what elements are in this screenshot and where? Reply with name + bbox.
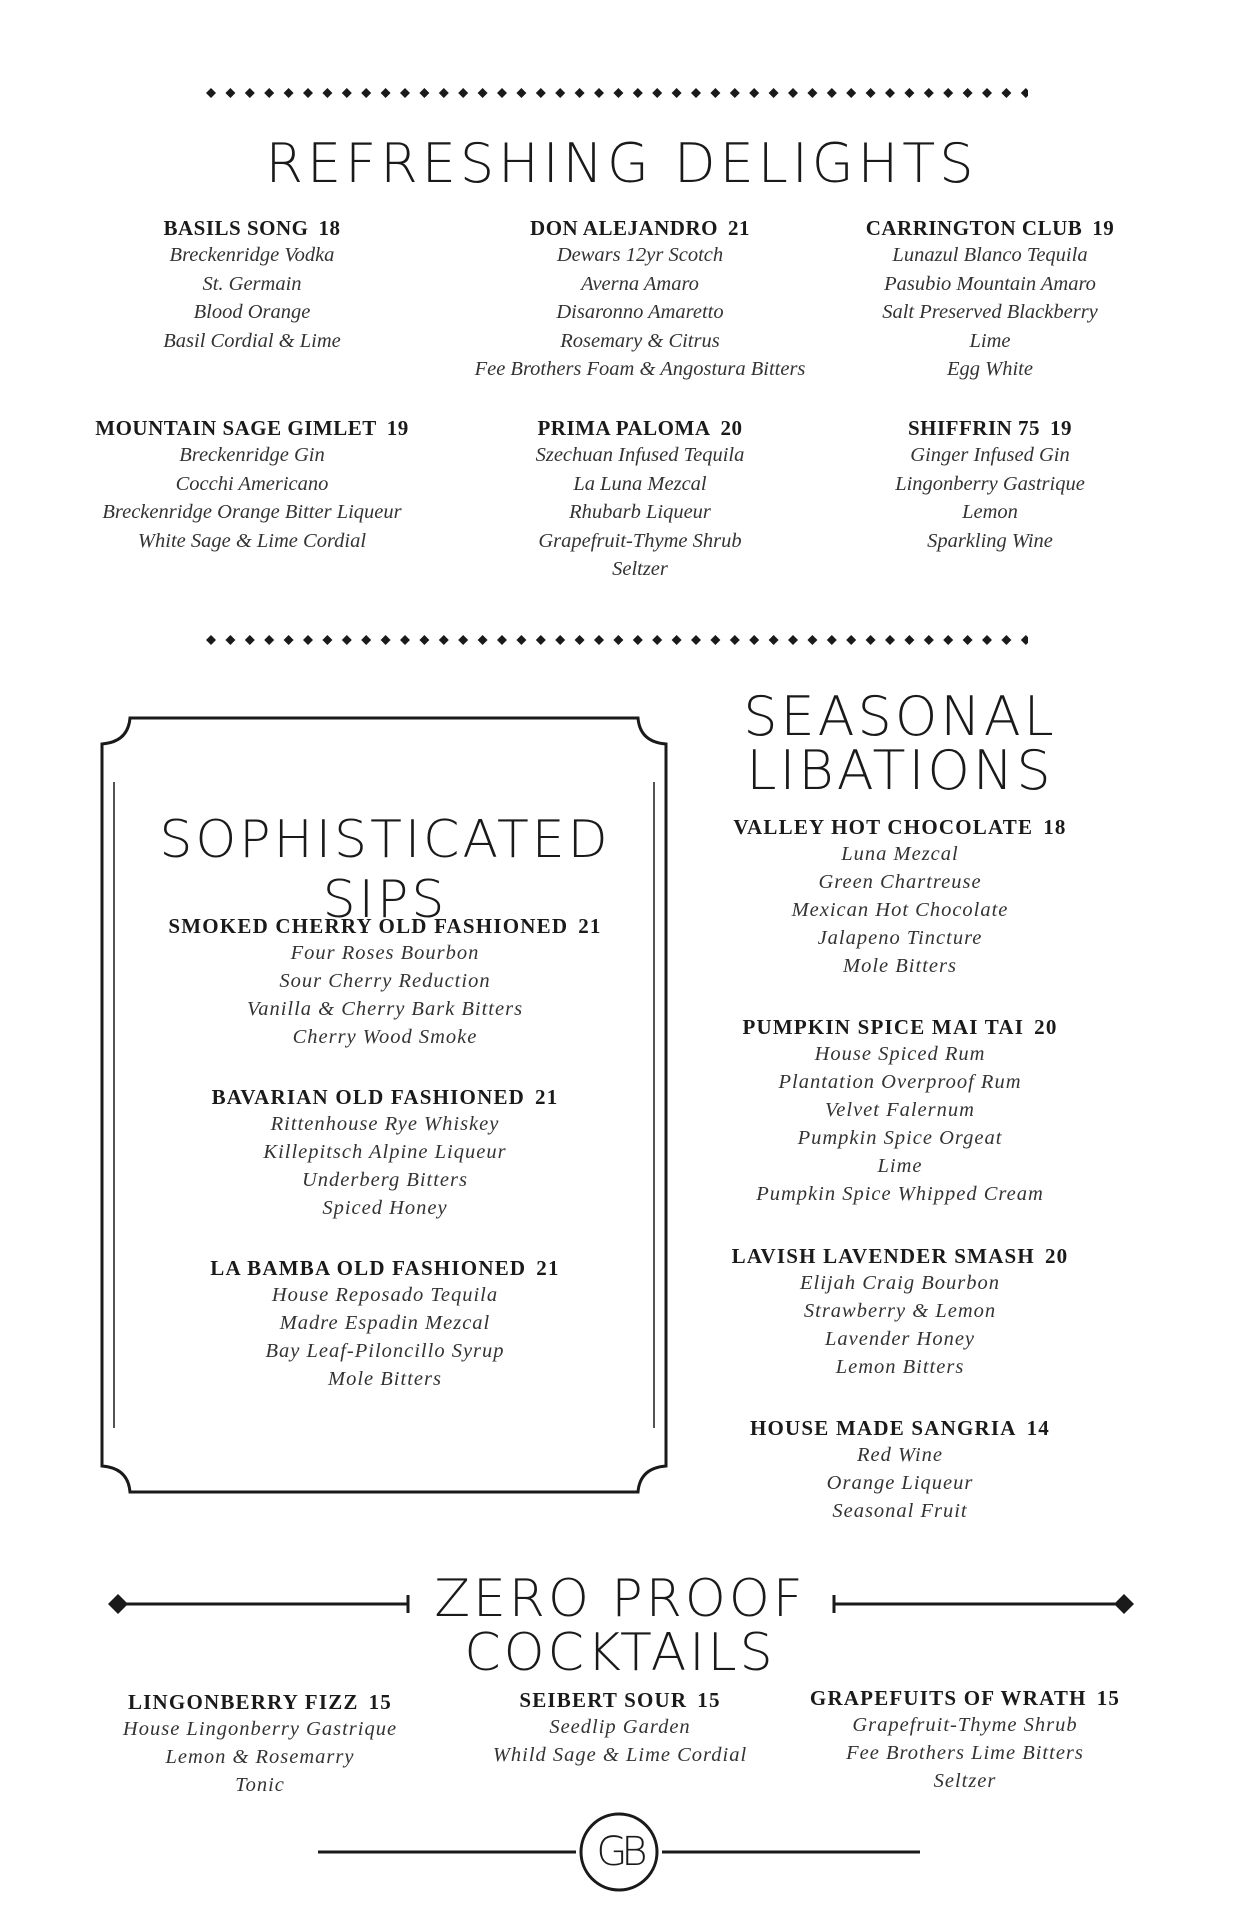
drink-name: CARRINGTON CLUB 19 xyxy=(865,216,1115,240)
ingredient: Salt Preserved Blackberry xyxy=(882,301,1098,323)
diamond-dot xyxy=(322,635,332,645)
drink-lavish-lavender-smash xyxy=(700,1244,1100,1381)
diamond-dot xyxy=(536,88,546,98)
diamond-dot xyxy=(807,88,817,98)
seasonal-heading-line2: LIBATIONS xyxy=(746,739,1054,802)
ingredient: Whild Sage & Lime Cordial xyxy=(492,1744,748,1766)
ingredient: Mole Bitters xyxy=(328,1368,442,1390)
ingredient: Pumpkin Spice Whipped Cream xyxy=(756,1183,1044,1205)
diamond-dot xyxy=(555,635,565,645)
diamond-dot xyxy=(1021,635,1028,645)
zero-proof-heading-line2: COCKTAILS xyxy=(464,1623,776,1683)
diamond-dot xyxy=(769,88,779,98)
diamond-dot xyxy=(1001,635,1011,645)
diamond-dot xyxy=(710,635,720,645)
drink-carrington-club xyxy=(840,216,1140,384)
ingredient: Cherry Wood Smoke xyxy=(292,1026,478,1048)
diamond-dot xyxy=(225,635,235,645)
diamond-dot xyxy=(516,635,526,645)
ingredient: Velvet Falernum xyxy=(825,1099,975,1121)
drink-name: PUMPKIN SPICE MAI TAI 20 xyxy=(742,1015,1058,1039)
diamond-dot xyxy=(982,635,992,645)
diamond-dot xyxy=(497,635,507,645)
ingredient: House Reposado Tequila xyxy=(271,1284,499,1306)
diamond-dot xyxy=(788,635,798,645)
diamond-dot xyxy=(691,88,701,98)
diamond-dot xyxy=(885,88,895,98)
diamond-dot xyxy=(613,88,623,98)
diamond-dot xyxy=(963,88,973,98)
drink-grapefuits-of-wrath xyxy=(800,1686,1130,1795)
diamond-dot xyxy=(594,635,604,645)
drink-house-made-sangria xyxy=(700,1416,1100,1525)
ingredient: Green Chartreuse xyxy=(818,871,982,893)
ingredient: House Spiced Rum xyxy=(814,1043,986,1065)
drink-name: PRIMA PALOMA 20 xyxy=(537,416,743,440)
diamond-dot xyxy=(555,88,565,98)
diamond-dot xyxy=(943,88,953,98)
diamond-dot xyxy=(594,88,604,98)
ingredient: Averna Amaro xyxy=(581,272,699,295)
ingredient: Jalapeno Tincture xyxy=(817,927,983,949)
ingredient: Rhubarb Liqueur xyxy=(569,501,711,523)
diamond-dot xyxy=(225,88,235,98)
diamond-dot xyxy=(419,635,429,645)
diamond-dot xyxy=(885,635,895,645)
ingredient: Plantation Overproof Rum xyxy=(778,1071,1022,1093)
ingredient: Lemon Bitters xyxy=(835,1356,965,1378)
ingredient: Ginger Infused Gin xyxy=(910,444,1070,466)
drink-name: SEIBERT SOUR 15 xyxy=(519,1688,721,1712)
seasonal-heading xyxy=(700,685,1100,802)
diamond-dot xyxy=(904,88,914,98)
ingredient: Dewars 12yr Scotch xyxy=(556,244,724,266)
diamond-dot xyxy=(924,88,934,98)
drink-name: GRAPEFUITS OF WRATH 15 xyxy=(809,1686,1121,1710)
drink-mountain-sage-gimlet xyxy=(82,416,422,555)
diamond-dot xyxy=(904,635,914,645)
ingredient: Underberg Bitters xyxy=(302,1169,468,1191)
diamond-dot xyxy=(400,88,410,98)
ingredient: Basil Cordial & Lime xyxy=(163,329,341,352)
diamond-dot xyxy=(769,635,779,645)
diamond-dot xyxy=(613,635,623,645)
seasonal-heading-line1: SEASONAL xyxy=(743,685,1057,748)
ingredient: Disaronno Amaretto xyxy=(556,301,724,323)
drink-name: LAVISH LAVENDER SMASH 20 xyxy=(731,1244,1069,1268)
diamond-dot xyxy=(536,635,546,645)
diamond-dot xyxy=(264,635,274,645)
drink-name: DON ALEJANDRO 21 xyxy=(530,216,750,240)
ingredient: Cocchi Americano xyxy=(175,472,329,495)
diamond-dot xyxy=(381,88,391,98)
drink-name: SMOKED CHERRY OLD FASHIONED 21 xyxy=(168,914,602,938)
ingredient: Luna Mezcal xyxy=(841,843,959,865)
drink-lingonberry-fizz xyxy=(90,1690,430,1799)
ingredient: Seedlip Garden xyxy=(549,1716,691,1738)
ingredient: St. Germain xyxy=(202,272,302,295)
drink-shiffrin-75 xyxy=(840,416,1140,555)
sophisticated-heading: SOPHISTICATED SIPS xyxy=(159,810,611,930)
ingredient: Mexican Hot Chocolate xyxy=(791,899,1009,921)
diamond-dot xyxy=(439,635,449,645)
ingredient: Lunazul Blanco Tequila xyxy=(892,244,1088,266)
diamond-dot xyxy=(672,635,682,645)
ingredient: Lemon & Rosemarry xyxy=(165,1746,355,1768)
drink-seibert-sour xyxy=(460,1688,780,1769)
diamond-dot xyxy=(575,88,585,98)
ingredient: Strawberry & Lemon xyxy=(803,1300,997,1322)
diamond-dot xyxy=(400,635,410,645)
ingredient: Szechuan Infused Tequila xyxy=(535,444,745,466)
drink-don-alejandro xyxy=(440,216,840,384)
diamond-dot xyxy=(575,635,585,645)
diamond-dot xyxy=(827,635,837,645)
ingredient: Rittenhouse Rye Whiskey xyxy=(270,1113,500,1135)
diamond-dot xyxy=(284,88,294,98)
ingredient: Lingonberry Gastrique xyxy=(895,472,1085,495)
diamond-dot xyxy=(633,635,643,645)
ingredient: Breckenridge Vodka xyxy=(169,244,335,266)
diamond-dot xyxy=(963,635,973,645)
diamond-dot xyxy=(866,88,876,98)
diamond-dot xyxy=(303,88,313,98)
diamond-dot xyxy=(381,635,391,645)
ingredient: Seltzer xyxy=(612,558,668,580)
drink-prima-paloma xyxy=(490,416,790,584)
diamond-dot xyxy=(846,635,856,645)
ingredient: Tonic xyxy=(235,1774,285,1796)
diamond-dot xyxy=(206,635,216,645)
ingredient: Orange Liqueur xyxy=(826,1472,974,1494)
drink-name: HOUSE MADE SANGRIA 14 xyxy=(749,1416,1051,1440)
ingredient: Sour Cherry Reduction xyxy=(279,970,491,992)
drink-name: VALLEY HOT CHOCOLATE 18 xyxy=(733,815,1067,839)
drink-name: BASILS SONG 18 xyxy=(163,216,341,240)
diamond-dot xyxy=(497,88,507,98)
diamond-dot xyxy=(478,635,488,645)
diamond-dot xyxy=(342,88,352,98)
diamond-dot xyxy=(730,635,740,645)
diamond-dot xyxy=(672,88,682,98)
diamond-dot xyxy=(361,635,371,645)
drink-basils-song xyxy=(102,216,402,355)
diamond-dot xyxy=(652,635,662,645)
ingredient: White Sage & Lime Cordial xyxy=(137,529,367,552)
diamond-dot xyxy=(788,88,798,98)
ingredient: Fee Brothers Foam & Angostura Bitters xyxy=(474,358,806,380)
diamond-dot xyxy=(710,88,720,98)
diamond-dot xyxy=(807,635,817,645)
diamond-dot xyxy=(846,88,856,98)
refreshing-heading: REFRESHING DELIGHTS xyxy=(265,132,978,195)
ingredient: Rosemary & Citrus xyxy=(560,329,720,352)
diamond-dot xyxy=(439,88,449,98)
ingredient: Red Wine xyxy=(857,1444,943,1466)
zero-proof-heading-line1: ZERO PROOF xyxy=(434,1569,806,1629)
ingredient: Lime xyxy=(969,329,1011,352)
zero-proof-heading xyxy=(420,1569,820,1683)
left-diamond-rule xyxy=(106,1592,412,1616)
diamond-dot xyxy=(1021,88,1028,98)
ingredient: Breckenridge Gin xyxy=(179,444,325,466)
ingredient: Egg White xyxy=(947,358,1033,380)
ingredient: Seltzer xyxy=(933,1770,997,1792)
diamond-dot xyxy=(361,88,371,98)
ingredient: Fee Brothers Lime Bitters xyxy=(846,1742,1084,1764)
diamond-dot xyxy=(633,88,643,98)
ingredient: Spiced Honey xyxy=(322,1197,448,1219)
ingredient: Lemon xyxy=(962,501,1018,523)
ingredient: Four Roses Bourbon xyxy=(290,942,480,964)
diamond-dot xyxy=(284,635,294,645)
diamond-dot xyxy=(749,635,759,645)
diamond-dot xyxy=(322,88,332,98)
ingredient: Grapefruit-Thyme Shrub xyxy=(852,1714,1078,1736)
diamond-dot xyxy=(749,88,759,98)
diamond-separator-top xyxy=(205,87,1028,99)
ingredient: Pasubio Mountain Amaro xyxy=(884,272,1096,295)
ingredient: Bay Leaf-Piloncillo Syrup xyxy=(265,1340,505,1362)
drink-valley-hot-chocolate xyxy=(700,815,1100,980)
diamond-dot xyxy=(866,635,876,645)
ingredient: Grapefruit-Thyme Shrub xyxy=(538,529,742,552)
diamond-dot xyxy=(1001,88,1011,98)
ingredient: Madre Espadin Mezcal xyxy=(279,1312,491,1334)
ingredient: Killepitsch Alpine Liqueur xyxy=(263,1141,507,1163)
diamond-dot xyxy=(264,88,274,98)
drink-pumpkin-spice-mai-tai xyxy=(700,1015,1100,1208)
diamond-dot xyxy=(730,88,740,98)
diamond-dot xyxy=(924,635,934,645)
diamond-dot xyxy=(245,635,255,645)
ingredient: Lime xyxy=(877,1155,923,1177)
ingredient: Elijah Craig Bourbon xyxy=(800,1272,1000,1294)
diamond-dot xyxy=(303,635,313,645)
ingredient: La Luna Mezcal xyxy=(573,472,707,495)
ingredient: Pumpkin Spice Orgeat xyxy=(797,1127,1003,1149)
ingredient: Blood Orange xyxy=(193,301,311,323)
ingredient: Lavender Honey xyxy=(824,1328,976,1350)
diamond-dot xyxy=(458,635,468,645)
ingredient: Seasonal Fruit xyxy=(832,1500,968,1522)
diamond-dot xyxy=(827,88,837,98)
diamond-dot xyxy=(245,88,255,98)
diamond-dot xyxy=(419,88,429,98)
ingredient: Vanilla & Cherry Bark Bitters xyxy=(246,998,524,1020)
drink-name: LA BAMBA OLD FASHIONED 21 xyxy=(210,1256,560,1280)
drink-name: BAVARIAN OLD FASHIONED 21 xyxy=(211,1085,559,1109)
drink-name: MOUNTAIN SAGE GIMLET 19 xyxy=(95,416,409,440)
drink-name: SHIFFRIN 75 19 xyxy=(907,416,1073,440)
diamond-dot xyxy=(652,88,662,98)
monogram-logo: GB xyxy=(596,1829,642,1875)
diamond-dot xyxy=(478,88,488,98)
diamond-dot xyxy=(982,88,992,98)
diamond-dot xyxy=(342,635,352,645)
diamond-dot xyxy=(458,88,468,98)
diamond-dot xyxy=(691,635,701,645)
diamond-separator-middle xyxy=(205,634,1028,646)
ingredient: Mole Bitters xyxy=(843,955,957,977)
ingredient: House Lingonberry Gastrique xyxy=(122,1718,398,1740)
drink-la-bamba-old-fashioned xyxy=(100,1256,670,1393)
ingredient: Breckenridge Orange Bitter Liqueur xyxy=(102,501,402,523)
right-diamond-rule xyxy=(830,1592,1136,1616)
diamond-dot xyxy=(943,635,953,645)
drink-name: LINGONBERRY FIZZ 15 xyxy=(127,1690,393,1714)
diamond-dot xyxy=(516,88,526,98)
drink-smoked-cherry-old-fashioned xyxy=(100,914,670,1051)
diamond-dot xyxy=(206,88,216,98)
ingredient: Sparkling Wine xyxy=(927,529,1053,552)
drink-bavarian-old-fashioned xyxy=(100,1085,670,1222)
